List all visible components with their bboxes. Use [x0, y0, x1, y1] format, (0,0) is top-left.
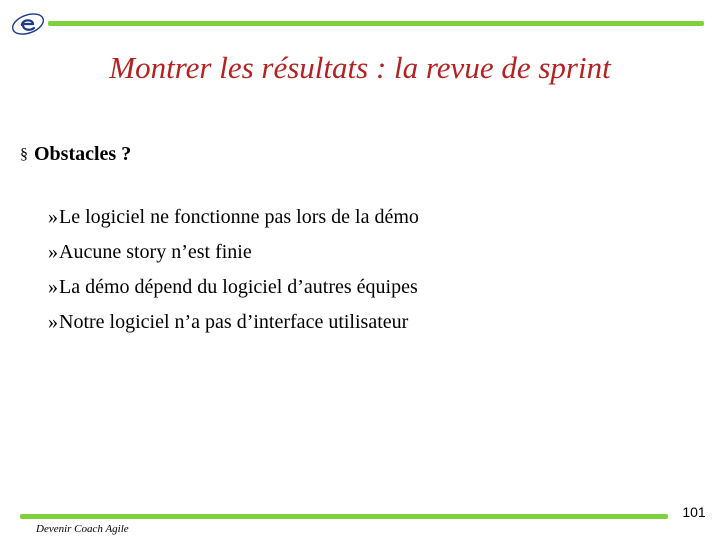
- list-item: [48, 270, 419, 305]
- footer-accent-bar: [20, 514, 668, 519]
- list-item-text: Le logiciel ne fonctionne pas lors de la démo: [59, 206, 419, 228]
- item-marker-icon: »: [48, 311, 58, 333]
- slide-title: Montrer les résultats : la revue de sprint: [109, 50, 611, 85]
- section-heading: [20, 143, 131, 166]
- obstacle-list: [48, 200, 419, 340]
- list-item-text: Aucune story n’est finie: [59, 241, 252, 263]
- header-accent-bar: [48, 21, 704, 26]
- e-orbit-logo-icon: [8, 8, 48, 40]
- page-number: 101: [682, 504, 706, 520]
- list-item: [48, 200, 419, 235]
- list-item-text: Notre logiciel n’a pas d’interface utilisateur: [59, 311, 409, 333]
- list-item: [48, 305, 419, 340]
- item-marker-icon: »: [48, 241, 58, 263]
- section-label: Obstacles ?: [34, 143, 132, 165]
- list-item-text: La démo dépend du logiciel d’autres équipes: [59, 276, 418, 298]
- list-item: [48, 235, 419, 270]
- footer-text: Devenir Coach Agile: [36, 523, 129, 535]
- section-bullet-icon: §: [20, 146, 28, 163]
- item-marker-icon: »: [48, 206, 58, 228]
- item-marker-icon: »: [48, 276, 58, 298]
